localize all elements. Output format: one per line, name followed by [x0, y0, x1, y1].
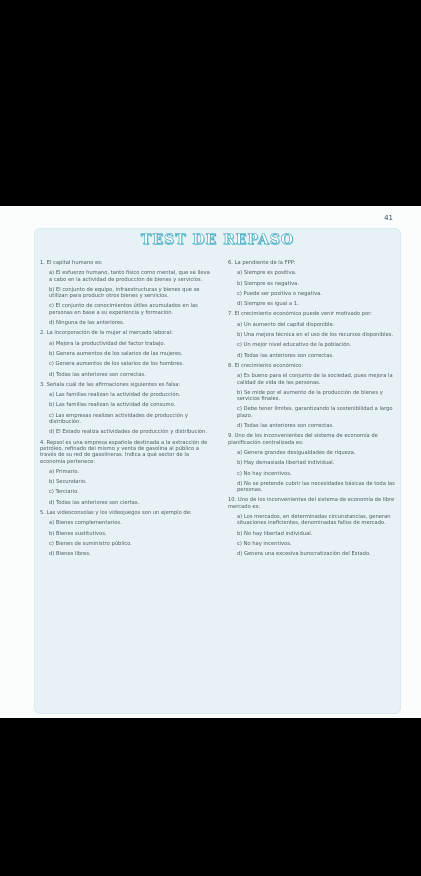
option-b: b) Genera aumentos de los salarios de las mujeres.	[49, 350, 183, 357]
question-text: 7. El crecimiento económico puede venir motivado por:	[228, 311, 373, 318]
option-a: a) Siempre es positiva.	[237, 270, 297, 277]
textbook-page	[0, 206, 421, 718]
page-title: TEST DE REPASO	[140, 232, 295, 248]
option-c: c) Debe tener límites, garantizando la sostenibilidad a largo plazo.	[237, 406, 393, 419]
option-d: d) Bienes libres.	[49, 551, 91, 558]
option-a: a) Los mercados, en determinadas circunstancias, generan situaciones ineficientes, denominadas fallos de mercado.	[237, 514, 391, 527]
question-9	[228, 433, 396, 493]
option-d: d) Todas las anteriores son correctas.	[237, 352, 334, 359]
question-7	[228, 311, 396, 358]
question-text: 2. La incorporación de la mujer al mercado laboral:	[40, 330, 173, 337]
right-column	[228, 260, 396, 562]
question-1	[40, 260, 212, 326]
option-d: d) Ninguna de las anteriores.	[49, 320, 125, 327]
option-a: a) Genera grandes desigualdades de riqueza.	[237, 449, 356, 456]
option-c: c) Puede ser positiva o negativa.	[237, 290, 322, 297]
option-c: c) Terciario.	[49, 489, 79, 496]
option-c: c) No hay incentivos.	[237, 540, 292, 547]
option-b: b) Bienes sustitutivos.	[49, 530, 107, 537]
question-text: 3. Señala cuál de las afirmaciones siguientes es falsa:	[40, 381, 181, 388]
option-d: d) Siempre es igual a 1.	[237, 301, 299, 308]
option-d: d) Todas las anteriores son ciertas.	[49, 499, 140, 506]
page-number: 41	[384, 214, 393, 222]
question-3	[40, 382, 212, 436]
option-d: d) El Estado realiza actividades de producción y distribución.	[49, 429, 207, 436]
option-c: c) Un mejor nivel educativo de la población.	[237, 342, 352, 349]
option-b: b) El conjunto de equipo, infraestructuras y bienes que se utilizan para producir otros bienes y servicios.	[49, 286, 200, 300]
question-text: 5. Las videoconsolas y los videojuegos son un ejemplo de:	[40, 510, 192, 517]
question-5	[40, 510, 212, 557]
option-a: a) Las familias realizan la actividad de producción.	[49, 392, 181, 399]
question-6	[228, 260, 396, 307]
option-a: a) Bienes complementarios.	[49, 520, 122, 527]
option-b: b) Siempre es negativa.	[237, 280, 299, 287]
option-d: d) Todas las anteriores son correctas.	[49, 371, 146, 378]
question-4	[40, 440, 212, 506]
question-text: 4. Repsol es una empresa española destinada a la extracción de petróleo, refinado del mismo y venta de gasolina al público a través de su red de gasolineras. Indica a qué sector de la economía pertenece:	[40, 439, 208, 465]
question-10	[228, 497, 396, 557]
question-8	[228, 363, 396, 429]
question-text: 1. El capital humano es:	[40, 260, 103, 266]
left-column	[40, 260, 212, 562]
option-d: d) No se pretende cubrir las necesidades básicas de toda las personas.	[237, 480, 395, 494]
option-b: b) No hay libertad individual.	[237, 530, 313, 537]
question-text: 6. La pendiente de la FPP:	[228, 260, 296, 266]
option-c: c) Genera aumentos de los salarios de los hombres.	[49, 361, 184, 368]
option-b: b) Se mide por el aumento de la producción de bienes y servicios finales.	[237, 389, 383, 403]
question-text: 9. Uno de los inconvenientes del sistema de economía de planificación centralizada es:	[228, 433, 378, 446]
option-b: b) Secundario.	[49, 479, 87, 486]
option-b: b) Hay demasiada libertad individual.	[237, 460, 335, 467]
option-a: a) El esfuerzo humano, tanto físico como mental, que se lleva a cabo en la actividad de producción de bienes y servicios.	[49, 270, 210, 283]
option-b: b) Las familias realizan la actividad de consumo.	[49, 402, 176, 409]
option-c: c) No hay incentivos.	[237, 470, 292, 477]
option-c: c) El conjunto de conocimientos útiles acumulados en las personas en base a su experiencia y formación.	[49, 303, 198, 316]
question-text: 10. Uno de los inconvenientes del sistema de economía de libre mercado es:	[228, 497, 395, 510]
option-a: a) Mejora la productividad del factor trabajo.	[49, 340, 166, 347]
option-a: a) Primario.	[49, 468, 79, 475]
option-b: b) Una mejora técnica en el uso de los recursos disponibles.	[237, 332, 394, 339]
option-a: a) Es bueno para el conjunto de la sociedad, pues mejora la calidad de vida de las personas.	[237, 373, 393, 386]
option-d: d) Todas las anteriores son correctas.	[237, 423, 334, 430]
question-text: 8. El crecimiento económico:	[228, 362, 304, 369]
option-d: d) Genera una excesiva burocratización del Estado.	[237, 551, 371, 558]
option-c: c) Bienes de suministro público.	[49, 540, 132, 547]
option-a: a) Un aumento del capital disponible.	[237, 321, 335, 328]
review-test-panel	[34, 228, 401, 714]
option-c: c) Las empresas realizan actividades de producción y distribución.	[49, 412, 188, 426]
question-2	[40, 330, 212, 377]
